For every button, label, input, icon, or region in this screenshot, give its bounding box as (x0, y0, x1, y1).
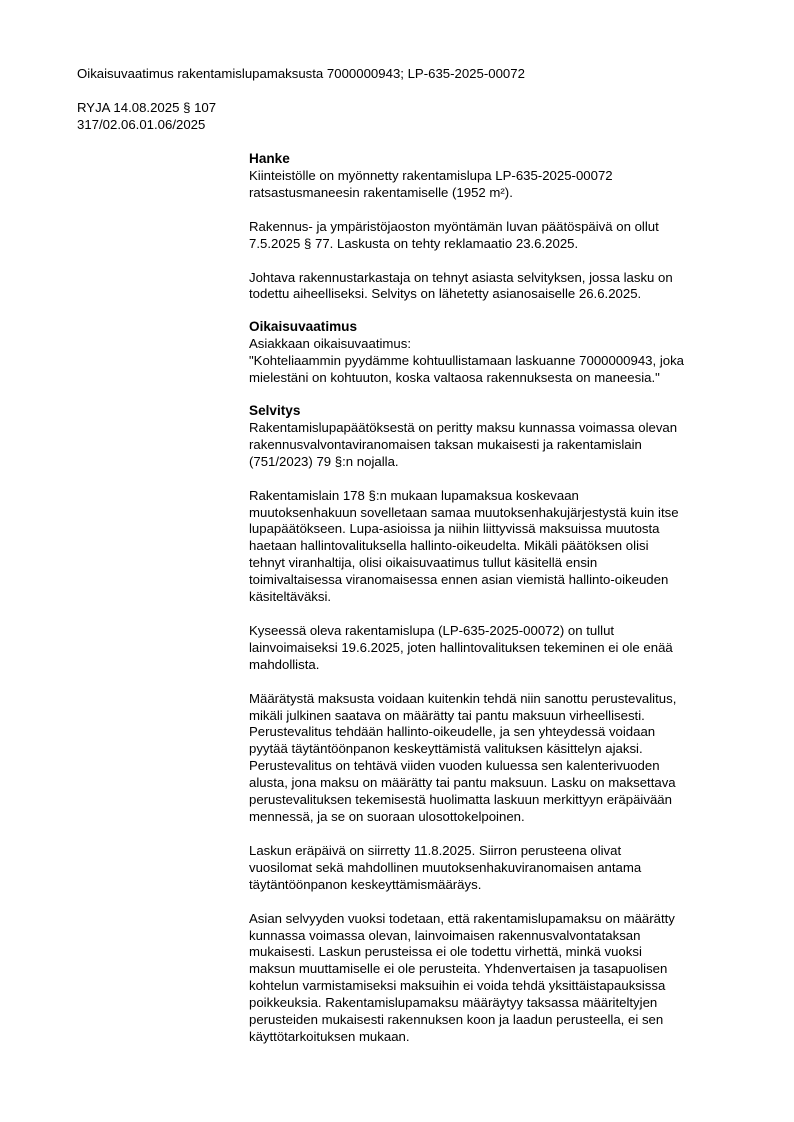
text-line: mikäli julkinen saatava on määrätty tai pantu maksuun virheellisesti. (249, 707, 645, 723)
text-line: Asiakkaan oikaisuvaatimus: (249, 336, 411, 352)
paragraph (249, 911, 779, 1046)
reference-line-1: RYJA 14.08.2025 § 107 (77, 99, 217, 115)
text-line: todettu aiheelliseksi. Selvitys on lähetetty asianosaiselle 26.6.2025. (249, 286, 642, 302)
text-line: lainvoimaiseksi 19.6.2025, joten hallintovalituksen tekeminen ei ole enää (249, 639, 673, 655)
paragraph (249, 219, 779, 253)
text-line: (751/2023) 79 §:n nojalla. (249, 453, 399, 469)
text-line: mielestäni on kohtuuton, koska valtaosa rakennuksesta on maneesia." (249, 370, 660, 386)
paragraph (249, 336, 779, 387)
text-line: pyytää täytäntöönpanon keskeyttämistä valituksen käsittelyn ajaksi. (249, 741, 643, 757)
text-line: muutoksenhakuun sovelletaan samaa muutoksenhakujärjestystä kuin itse (249, 504, 679, 520)
text-line: rakennusvalvontaviranomaisen taksan mukaisesti ja rakentamislain (249, 436, 642, 452)
section-heading: Hanke (249, 151, 290, 166)
text-line: poikkeuksia. Rakentamislupamaksu määräytyy taksassa määriteltyjen (249, 995, 658, 1011)
text-line: "Kohteliaammin pyydämme kohtuullistamaan laskuanne 7000000943, joka (249, 353, 685, 369)
text-line: kohtelun varmistamiseksi maksuihin ei voida tehdä yksittäistapauksissa (249, 978, 666, 994)
paragraph (249, 488, 779, 606)
text-line: Asian selvyyden vuoksi todetaan, että rakentamislupamaksu on määrätty (249, 910, 675, 926)
paragraph (249, 270, 779, 304)
paragraph (249, 168, 779, 202)
text-line: käyttötarkoituksen mukaan. (249, 1028, 410, 1044)
text-line: Johtava rakennustarkastaja on tehnyt asiasta selvityksen, jossa lasku on (249, 269, 673, 285)
text-line: lupapäätökseen. Lupa-asioissa ja niihin liittyvissä maksuissa muutosta (249, 521, 660, 537)
text-line: perusteiden mukaisesti rakennuksen koon ja laadun perusteella, ei sen (249, 1012, 664, 1028)
text-line: toimivaltaisessa viranomaisessa ennen asian viemistä hallinto-oikeuden (249, 572, 669, 588)
text-line: 7.5.2025 § 77. Laskusta on tehty reklamaatio 23.6.2025. (249, 235, 579, 251)
section-heading: Selvitys (249, 402, 301, 418)
section-selvitys (249, 403, 779, 1046)
text-line: vuosilomat sekä mahdollinen muutoksenhakuviranomaisen antama (249, 859, 642, 875)
text-line: maksun muuttamiselle ei ole perusteita. Yhdenvertaisen ja tasapuolisen (249, 961, 668, 977)
text-line: Rakentamislain 178 §:n mukaan lupamaksua koskevaan (249, 487, 579, 503)
text-line: Kiinteistölle on myönnetty rakentamislupa LP-635-2025-00072 (249, 167, 613, 183)
section-oikaisuvaatimus (249, 319, 779, 387)
paragraph (249, 420, 779, 471)
document-header (77, 66, 757, 134)
text-line: Rakentamislupapäätöksestä on peritty maksu kunnassa voimassa olevan (249, 419, 678, 435)
text-line: mahdollista. (249, 656, 320, 672)
text-line: Määrätystä maksusta voidaan kuitenkin tehdä niin sanottu perustevalitus, (249, 690, 677, 706)
paragraph (249, 843, 779, 894)
paragraph (249, 691, 779, 826)
reference-line-2: 317/02.06.01.06/2025 (77, 116, 206, 132)
text-line: tehnyt viranhaltija, olisi oikaisuvaatimus tullut käsitellä ensin (249, 555, 598, 571)
text-line: Rakennus- ja ympäristöjaoston myöntämän luvan päätöspäivä on ollut (249, 218, 659, 234)
document-body (249, 151, 779, 1060)
paragraph (249, 623, 779, 674)
subject-line: Oikaisuvaatimus rakentamislupamaksusta 7000000943; LP-635-2025-00072 (77, 66, 525, 81)
text-line: alusta, jona maksu on määrätty tai pantu maksuun. Lasku on maksettava (249, 775, 676, 791)
text-line: täytäntöönpanon keskeyttämismääräys. (249, 876, 482, 892)
text-line: kunnassa voimassa olevan, lainvoimaisen rakennusvalvontataksan (249, 927, 641, 943)
text-line: Laskun eräpäivä on siirretty 11.8.2025. Siirron perusteena olivat (249, 842, 622, 858)
text-line: mukaisesti. Laskun perusteissa ei ole todettu virhettä, minkä vuoksi (249, 944, 642, 960)
section-heading: Oikaisuvaatimus (249, 319, 358, 335)
text-line: haetaan hallintovalituksella hallinto-oikeudelta. Mikäli päätöksen olisi (249, 538, 649, 554)
section-hanke (249, 151, 779, 303)
text-line: ratsastusmaneesin rakentamiselle (1952 m²). (249, 184, 513, 200)
text-line: mennessä, ja se on suoraan ulosottokelpoinen. (249, 809, 525, 824)
text-line: Kyseessä oleva rakentamislupa (LP-635-2025-00072) on tullut (249, 622, 615, 638)
text-line: Perustevalitus tehdään hallinto-oikeudelle, ja sen yhteydessä voidaan (249, 724, 656, 740)
text-line: perustevalituksen tekemisestä huolimatta laskuun merkittyyn eräpäivään (249, 792, 672, 808)
text-line: käsiteltäväksi. (249, 589, 332, 605)
text-line: Perustevalitus on tehtävä viiden vuoden kuluessa sen kalenterivuoden (249, 758, 660, 774)
